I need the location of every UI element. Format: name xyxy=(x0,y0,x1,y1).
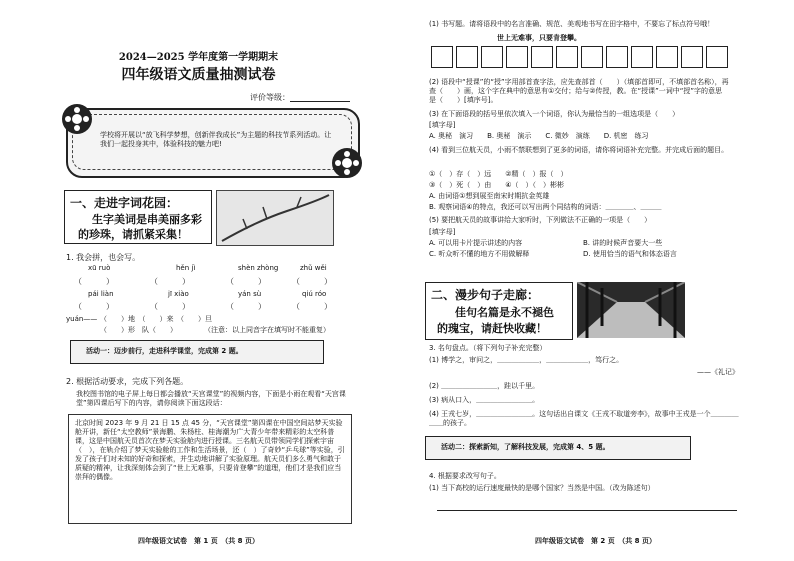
page1-footer: 四年级语文试卷 第 1 页 （共 8 页） xyxy=(138,537,259,545)
line-4: (4) 王戎七岁，＿＿＿＿＿＿＿＿。这句话出自课文《王戎不取道旁李》，故事中王戎是一个＿＿＿＿＿＿的孩子。 xyxy=(429,410,739,427)
line-3: (3) 病从口入，＿＿＿＿＿＿＿＿。 xyxy=(429,396,540,404)
q3-options: A. 奥秘 演习 B. 奥秘 演示 C. 微妙 演练 D. 机密 练习 xyxy=(429,132,649,140)
q5-option-d: D. 使用恰当的语气和体态语言 xyxy=(583,250,677,258)
q5-option-b: B. 讲的时候声音要大一些 xyxy=(583,239,663,247)
answer-line[interactable] xyxy=(437,510,737,511)
q4-a: A. 由词语①想到展至南宋时期抗金英雄 xyxy=(429,192,550,200)
q3-famous-lines: 3. 名句盘点。（将下列句子补充完整） xyxy=(429,344,547,352)
line-2: (2) ＿＿＿＿＿＿＿＿，跬以千里。 xyxy=(429,382,540,390)
section1-title: 一、走进字词花园： xyxy=(70,196,179,210)
pinyin-item: shèn zhòng xyxy=(238,264,279,272)
exam-title-line1: 2024—2025 学年度第一学期期末 xyxy=(118,52,279,63)
activity2-text: 活动二：探索新知，了解科技发展，完成第 4、5 题。 xyxy=(441,443,610,451)
q2-label: 2. 根据活动要求，完成下列各题。 xyxy=(66,377,189,386)
yuan-note: （注意：以上同音字在填写时不能重复） xyxy=(204,326,330,334)
section2-subtitle2: 的瑰宝，请赶快收藏！ xyxy=(437,322,547,335)
q3-word-choice: (3) 在下面语段的括号里依次填入一个词语，你认为最恰当的一组选项是（ ） xyxy=(429,110,680,118)
q1-label: 1. 我会拼，也会写。 xyxy=(66,253,141,262)
flower-ornament-icon xyxy=(330,146,364,180)
q5-storytelling: (5) 要把航天员的故事讲给大家听时，下列做法不正确的一项是（ ） xyxy=(429,216,652,224)
pinyin-item: qiú róo xyxy=(302,290,327,298)
q5-option-a: A. 可以用卡片提示讲述的内容 xyxy=(429,239,523,247)
pinyin-item: hěn jì xyxy=(176,264,196,272)
corridor-photo xyxy=(577,282,685,338)
branch-illustration xyxy=(216,190,334,246)
q5-option-c: C. 听众听不懂的地方不用做解释 xyxy=(429,250,530,258)
line-1-source: ——《礼记》 xyxy=(697,368,739,376)
yuan-label: yuán—— xyxy=(66,315,98,323)
answer-blank[interactable]: （ ） xyxy=(74,302,114,311)
yuan-fill-row2: （ ）形 队（ ） xyxy=(100,326,177,334)
q4-words: (4) 看到三位航天员，小雨不禁联想到了更多的词语，请你将词语补充完整。并完成后面的题目。 xyxy=(429,146,729,154)
exam-title-line2: 四年级语文质量抽测试卷 xyxy=(121,67,276,83)
q-write: (1) 书写题。请将语段中的名言准确、规范、美观地书写在田字格中，不要忘了标点符号哦！ xyxy=(429,20,715,28)
answer-blank[interactable]: （ ） xyxy=(74,277,114,286)
fill-letter-hint: [填字母] xyxy=(429,121,456,129)
q4-row2: ③（ ）死（ ）由 ④（ ）（ ）彬彬 xyxy=(429,181,565,189)
pinyin-item: pái liàn xyxy=(88,290,114,298)
banner-text: 学校将开展以“放飞科学梦想，创新伴我成长”为主题的科技节系列活动。让我们一起投身其中，体验科技的魅力吧! xyxy=(100,131,332,148)
line-1: (1) 博学之，审问之，＿＿＿＿＿＿，＿＿＿＿＿＿，笃行之。 xyxy=(429,356,624,364)
answer-blank[interactable]: （ ） xyxy=(292,302,332,311)
pinyin-item: yán sù xyxy=(238,290,262,298)
q2-radical: (2) 语段中“授课”的“授”字用部首查字法，应先查部首（ ）（填部首即可，不填部首名称），再查（ ）画，这个字在典中的意思有①交付；给与②传授，教。在“授课”一词中“授”字的意思是（ ）[填序号]。 xyxy=(429,78,729,104)
section2-subtitle1: 佳句名篇是永不褪色 xyxy=(455,306,554,319)
eval-label: 评价等级： xyxy=(250,93,290,102)
q2-intro: 我校图书馆的电子屏上每日都会播放“天宫课堂”的视频内容，下面是小雨在观看“天宫课堂”第四课后写下的内容，请你阅读下面这段话： xyxy=(76,390,346,407)
pinyin-item: jī xiào xyxy=(168,290,189,298)
pinyin-item: zhǔ wěi xyxy=(300,264,327,272)
section1-subtitle1: 生字美词是串美丽多彩 xyxy=(92,213,202,226)
answer-blank[interactable]: （ ） xyxy=(226,277,266,286)
eval-blank xyxy=(290,101,350,102)
exam-page-2 xyxy=(397,0,794,561)
q4-rewrite-label: 4. 根据要求改写句子。 xyxy=(429,472,501,480)
rewrite-1: (1) 当下高校的运行速度最快的是哪个国家？当然是中国。（改为陈述句） xyxy=(429,484,655,492)
answer-blank[interactable]: （ ） xyxy=(150,302,190,311)
activity1-text: 活动一：迈步前行，走进科学课堂，完成第 2 题。 xyxy=(86,347,243,355)
motto-text: 世上无难事，只要肯登攀。 xyxy=(497,34,581,42)
fill-letter-hint: [填字母] xyxy=(429,228,456,236)
q4-b: B. 观察词语④的特点，我还可以写出两个同结构的词语：＿＿＿＿、＿＿＿ xyxy=(429,203,662,211)
pinyin-item: xū ruò xyxy=(88,264,111,272)
answer-blank[interactable]: （ ） xyxy=(292,277,332,286)
q4-row1: ①（ ）存（ ）远 ②精（ ）报（ ） xyxy=(429,170,568,178)
passage-box: 北京时间 2023 年 9 月 21 日 15 点 45 分，“天宫课堂”第四课在中国空间站梦天实验舱开讲，新任“太空教师”景海鹏、朱杨柱、桂海潮为广大青少年带来精彩的太空科普课，这是中国航天员首次在梦天实验舱内进行授课。三名航天员带领同学们探索宇宙（ ），在轨介绍了梦天实验舱的工作和生活场景，还（ ）了奇妙“乒乓球”等实验，引发了孩子们对未知的好奇和探索，并生动地讲解了实验原理。航天员们多么勇气和敢于质疑的精神，让我深刻体会到了“世上无难事，只要肯登攀”的道理，他们才是我们应当崇拜的偶像。 xyxy=(68,414,352,524)
answer-blank[interactable]: （ ） xyxy=(150,277,190,286)
answer-blank[interactable]: （ ） xyxy=(226,302,266,311)
page2-footer: 四年级语文试卷 第 2 页 （共 8 页） xyxy=(535,537,656,545)
writing-grid[interactable] xyxy=(431,46,731,70)
yuan-fill-row1: （ ）地 （ ）来 （ ）旦 xyxy=(100,315,212,323)
flower-ornament-icon xyxy=(60,102,94,136)
section2-title: 二、漫步句子走廊： xyxy=(431,288,540,302)
section1-subtitle2: 的珍珠，请抓紧采集！ xyxy=(78,228,188,241)
